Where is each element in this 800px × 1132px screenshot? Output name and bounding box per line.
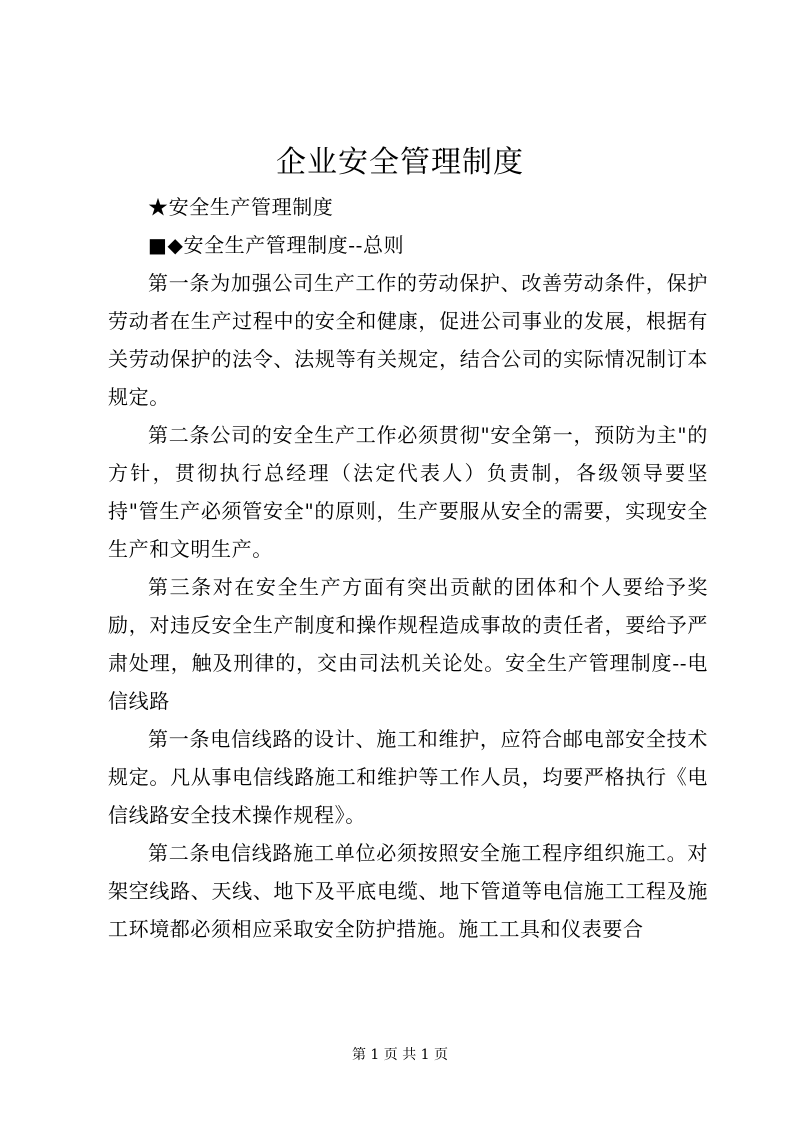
paragraph: 第二条公司的安全生产工作必须贯彻"安全第一，预防为主"的方针，贯彻执行总经理（法定代表人）负责制，各级领导要坚持"管生产必须管安全"的原则，生产要服从安全的需要，实现安全生产和文明生产。	[108, 423, 708, 561]
paragraph: 第一条电信线路的设计、施工和维护，应符合邮电部安全技术规定。凡从事电信线路施工和维护等工作人员，均要严格执行《电信线路安全技术操作规程》。	[108, 727, 708, 827]
document-title: 企业安全管理制度	[276, 145, 524, 180]
paragraph: 第一条为加强公司生产工作的劳动保护、改善劳动条件，保护劳动者在生产过程中的安全和健康，促进公司事业的发展，根据有关劳动保护的法令、法规等有关规定，结合公司的实际情况制订本规定。	[108, 271, 708, 409]
subsection-heading: ■◆安全生产管理制度--总则	[148, 233, 405, 257]
section-heading: ★安全生产管理制度	[148, 195, 334, 219]
document-body	[108, 188, 708, 948]
page-footer: 第 1 页 共 1 页	[351, 1047, 449, 1063]
paragraph: 第二条电信线路施工单位必须按照安全施工程序组织施工。对架空线路、天线、地下及平底电缆、地下管道等电信施工工程及施工环境都必须相应采取安全防护措施。施工工具和仪表要合	[108, 841, 708, 941]
paragraph: 第三条对在安全生产方面有突出贡献的团体和个人要给予奖励，对违反安全生产制度和操作规程造成事故的责任者，要给予严肃处理，触及刑律的，交由司法机关论处。安全生产管理制度--电信线路	[108, 575, 708, 713]
